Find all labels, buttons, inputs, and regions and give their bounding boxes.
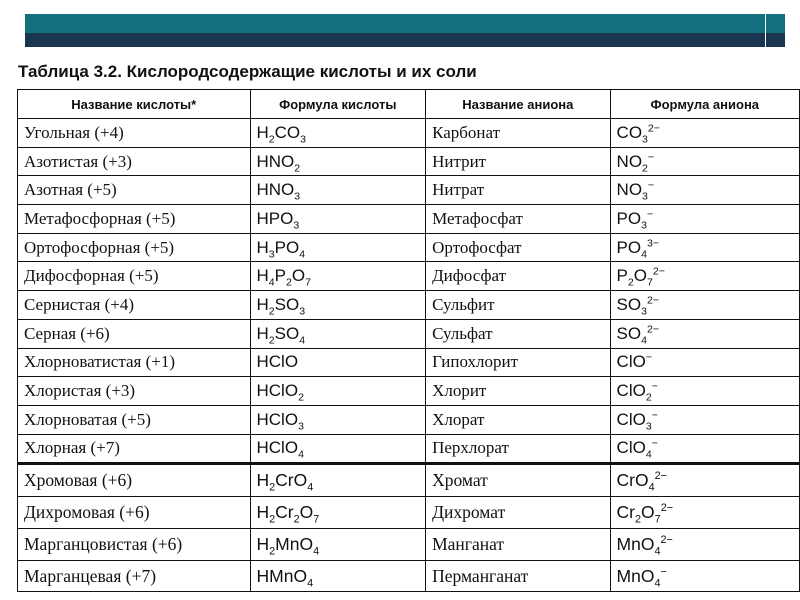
- anion-formula-cell: CrO$_4^{2-}$: [610, 464, 799, 497]
- acid-formula-cell: HClO$_3$: [250, 405, 426, 434]
- slide-banner-bottom: [25, 33, 765, 47]
- slide-banner-top: [25, 14, 765, 33]
- header-anion-name: Название аниона: [426, 90, 610, 119]
- acid-name-cell: Хлорноватистая (+1): [18, 348, 251, 377]
- anion-formula-cell: MnO$_4^{2-}$: [610, 528, 799, 560]
- anion-name-cell: Гипохлорит: [426, 348, 610, 377]
- table-row: [18, 291, 800, 320]
- table-row: [18, 119, 800, 148]
- acid-name-cell: Хлорноватая (+5): [18, 405, 251, 434]
- anion-formula-cell: $Cr_2O_7^{2-}$: [610, 497, 799, 529]
- table-row: [18, 176, 800, 205]
- anion-formula-cell: $CO_3^{2-}$: [610, 119, 799, 148]
- anion-formula-cell: $PO_3^-$: [610, 205, 799, 234]
- acid-formula-cell: $H_2SO_3$: [250, 291, 426, 320]
- anion-name-cell: Карбонат: [426, 119, 610, 148]
- acids-table: [17, 89, 800, 592]
- anion-formula-cell: MnO$_4$−: [610, 560, 799, 592]
- anion-formula-cell: ClO−: [610, 348, 799, 377]
- anion-name-cell: Нитрат: [426, 176, 610, 205]
- acid-formula-cell: HMnO$_4$: [250, 560, 426, 592]
- anion-formula-cell: $PO_4^{3-}$: [610, 233, 799, 262]
- acid-formula-cell: $H_4P_2O_7$: [250, 262, 426, 291]
- table-caption: Таблица 3.2. Кислородсодержащие кислоты и их соли: [18, 62, 477, 81]
- table-row: [18, 405, 800, 434]
- acid-name-cell: Хлористая (+3): [18, 377, 251, 406]
- slide-banner-square-bottom: [766, 33, 785, 47]
- acid-name-cell: Азотистая (+3): [18, 147, 251, 176]
- anion-name-cell: Перманганат: [426, 560, 610, 592]
- anion-name-cell: Сульфит: [426, 291, 610, 320]
- acid-formula-cell: HClO$_4$: [250, 434, 426, 464]
- anion-formula-cell: $NO_2^-$: [610, 147, 799, 176]
- anion-formula-cell: ClO$_3$−: [610, 405, 799, 434]
- acid-formula-cell: $H_2CO_3$: [250, 119, 426, 148]
- acid-formula-cell: $HNO_2$: [250, 147, 426, 176]
- table-header-row: [18, 90, 800, 119]
- acid-formula-cell: $H_2CrO_4$: [250, 464, 426, 497]
- anion-name-cell: Хлорит: [426, 377, 610, 406]
- anion-formula-cell: $SO_4^{2-}$: [610, 319, 799, 348]
- table-row: [18, 560, 800, 592]
- acid-formula-cell: HClO: [250, 348, 426, 377]
- acid-formula-cell: $H_3PO_4$: [250, 233, 426, 262]
- anion-name-cell: Перхлорат: [426, 434, 610, 464]
- anion-name-cell: Дихромат: [426, 497, 610, 529]
- table-row: [18, 497, 800, 529]
- table-row: [18, 205, 800, 234]
- table-row: [18, 434, 800, 464]
- acid-name-cell: Хлорная (+7): [18, 434, 251, 464]
- header-anion-formula: Формула аниона: [610, 90, 799, 119]
- acid-name-cell: Дифосфорная (+5): [18, 262, 251, 291]
- acid-name-cell: Азотная (+5): [18, 176, 251, 205]
- anion-name-cell: Ортофосфат: [426, 233, 610, 262]
- acid-name-cell: Марганцовистая (+6): [18, 528, 251, 560]
- acid-formula-cell: $H_2Cr_2O_7$: [250, 497, 426, 529]
- acid-name-cell: Ортофосфорная (+5): [18, 233, 251, 262]
- acid-name-cell: Метафосфорная (+5): [18, 205, 251, 234]
- table-row: [18, 464, 800, 497]
- acid-formula-cell: $H_2SO_4$: [250, 319, 426, 348]
- acid-name-cell: Угольная (+4): [18, 119, 251, 148]
- acid-name-cell: Хромовая (+6): [18, 464, 251, 497]
- acid-name-cell: Марганцевая (+7): [18, 560, 251, 592]
- table-row: [18, 348, 800, 377]
- anion-name-cell: Нитрит: [426, 147, 610, 176]
- anion-formula-cell: ClO$_4$−: [610, 434, 799, 464]
- acid-name-cell: Сернистая (+4): [18, 291, 251, 320]
- anion-formula-cell: ClO$_2$−: [610, 377, 799, 406]
- slide-banner-square-top: [766, 14, 785, 33]
- table-body: [18, 119, 800, 592]
- anion-name-cell: Сульфат: [426, 319, 610, 348]
- acid-formula-cell: $H_2MnO_4$: [250, 528, 426, 560]
- acid-formula-cell: $HPO_3$: [250, 205, 426, 234]
- anion-name-cell: Хромат: [426, 464, 610, 497]
- table-row: [18, 528, 800, 560]
- table-row: [18, 233, 800, 262]
- table-row: [18, 319, 800, 348]
- anion-formula-cell: $NO_3^-$: [610, 176, 799, 205]
- anion-name-cell: Хлорат: [426, 405, 610, 434]
- acid-formula-cell: $HNO_3$: [250, 176, 426, 205]
- anion-name-cell: Метафосфат: [426, 205, 610, 234]
- anion-name-cell: Манганат: [426, 528, 610, 560]
- table-row: [18, 147, 800, 176]
- header-acid-name: Название кислоты*: [18, 90, 251, 119]
- table-row: [18, 377, 800, 406]
- table-row: [18, 262, 800, 291]
- acid-name-cell: Серная (+6): [18, 319, 251, 348]
- header-acid-formula: Формула кислоты: [250, 90, 426, 119]
- anion-formula-cell: $SO_3^{2-}$: [610, 291, 799, 320]
- anion-formula-cell: $P_2O_7^{2-}$: [610, 262, 799, 291]
- anion-name-cell: Дифосфат: [426, 262, 610, 291]
- acid-name-cell: Дихромовая (+6): [18, 497, 251, 529]
- acid-formula-cell: HClO$_2$: [250, 377, 426, 406]
